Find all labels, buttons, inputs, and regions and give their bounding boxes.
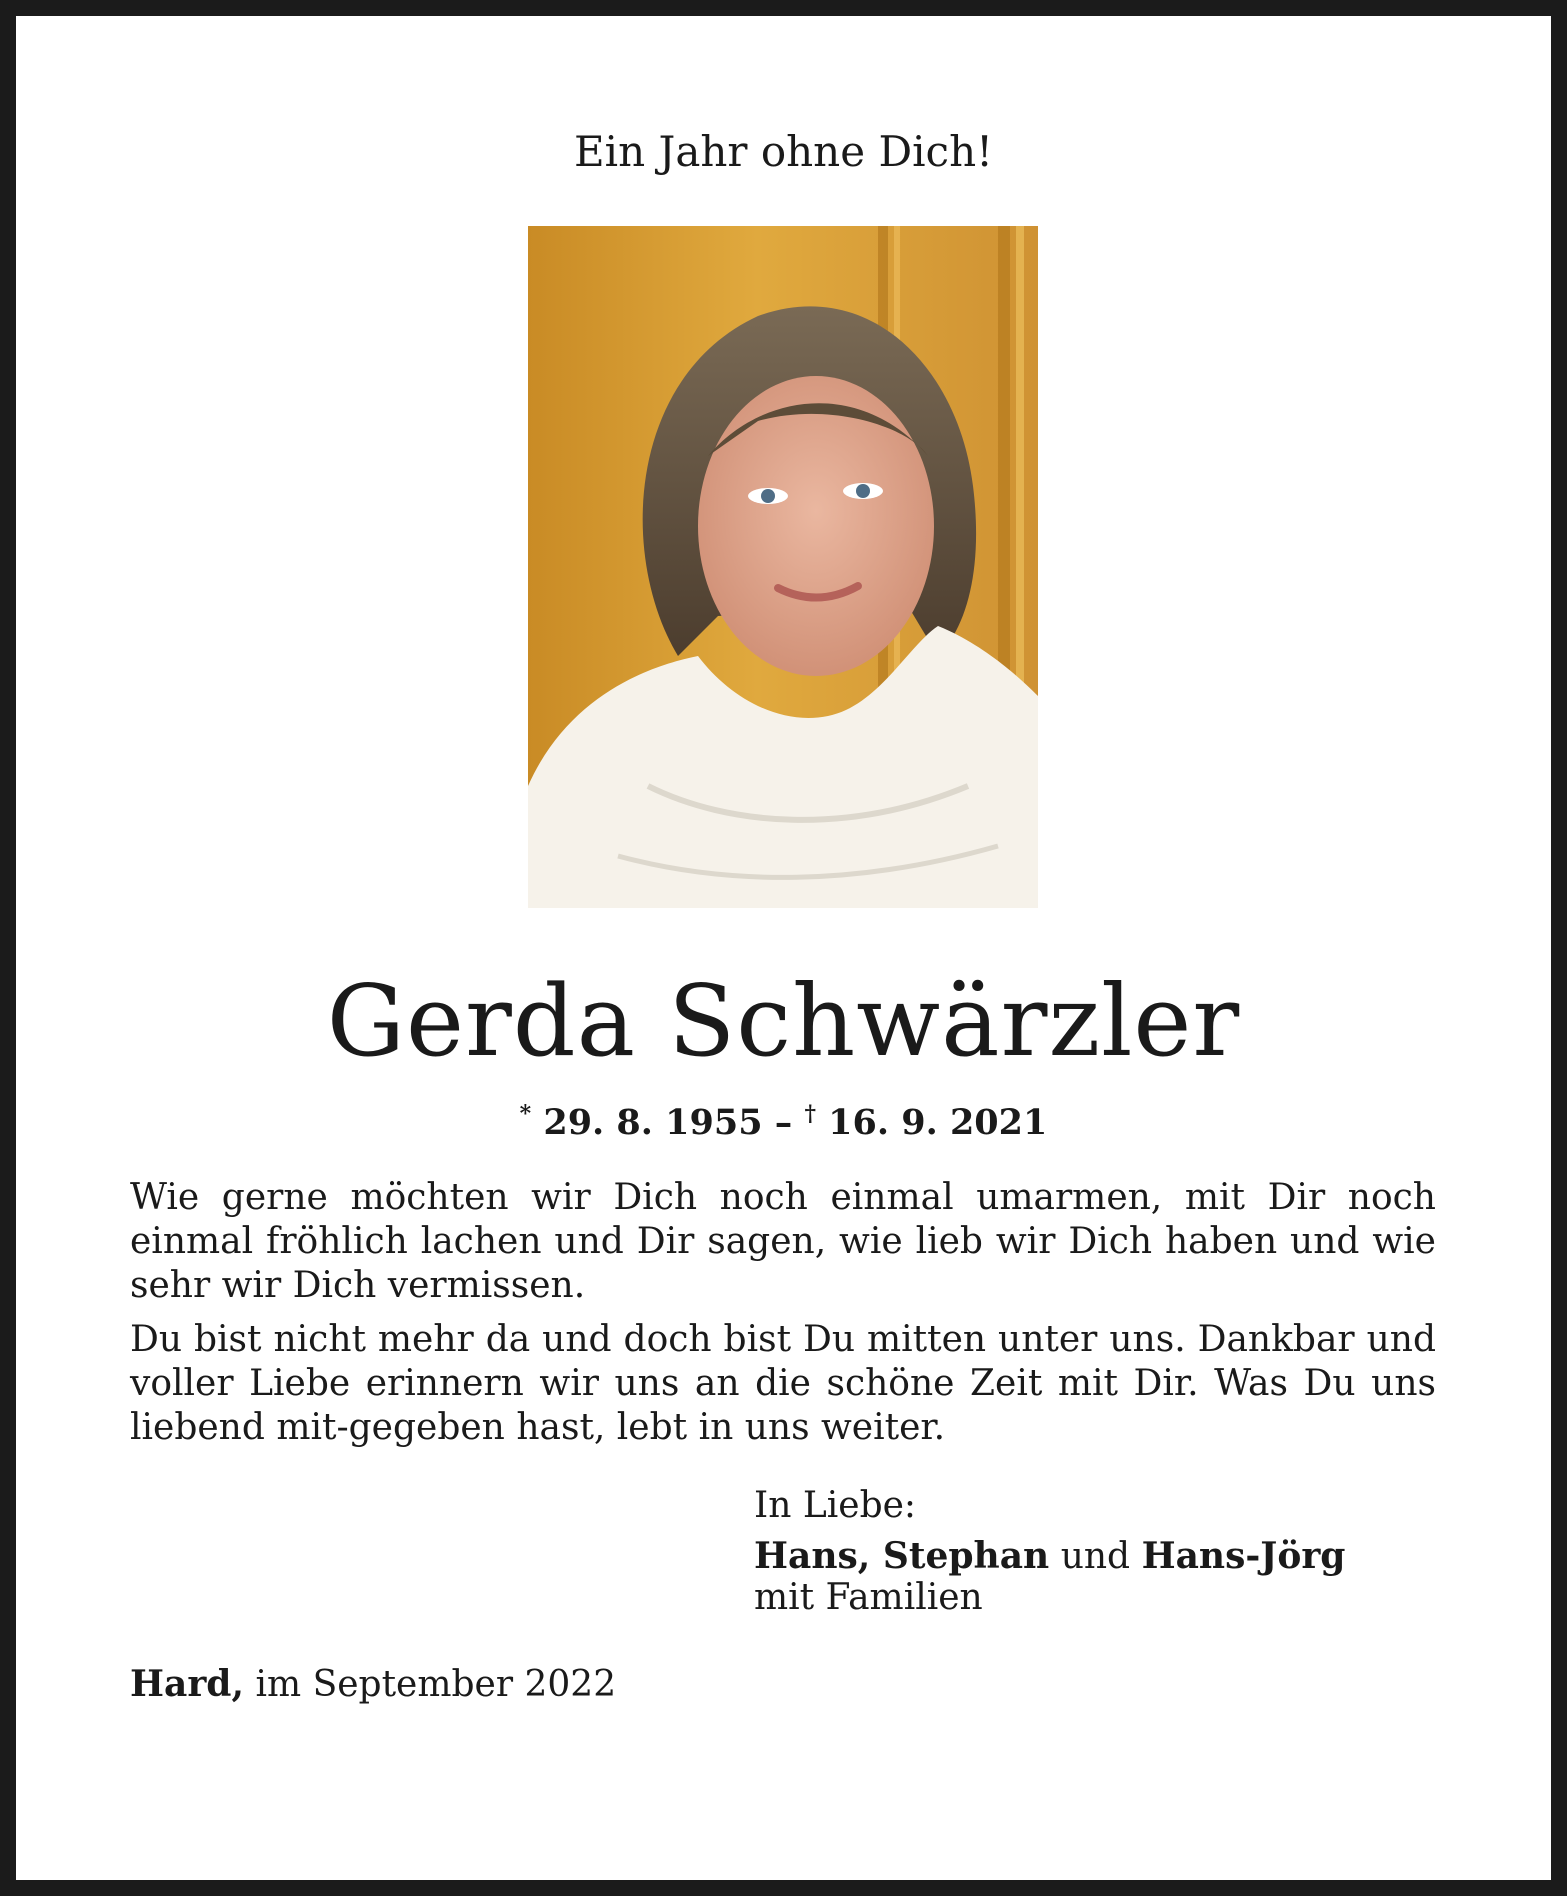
heading: Ein Jahr ohne Dich! <box>574 127 993 176</box>
signature-name-1: Hans, Stephan <box>754 1535 1050 1577</box>
place-date <box>130 1662 616 1707</box>
signature-name-2: Hans-Jörg <box>1141 1535 1346 1577</box>
place-town: Hard, <box>130 1663 245 1705</box>
date-separator: – <box>774 1102 793 1143</box>
memorial-paragraph-2: Du bist nicht mehr da und doch bist Du mitten unter uns. Dankbar und voller Liebe erinnern wir uns an die schöne Zeit mit Dir. Was Du uns liebend mit-gegeben hast, lebt in uns weiter. <box>130 1319 1436 1448</box>
signature-intro: In Liebe: <box>754 1485 917 1526</box>
signature-conjunction: und <box>1060 1536 1131 1577</box>
face-shape <box>698 376 934 676</box>
deceased-name: Gerda Schwärzler <box>326 965 1241 1079</box>
birth-symbol: * <box>519 1101 532 1127</box>
death-date: 16. 9. 2021 <box>828 1102 1048 1143</box>
signature-suffix: mit Familien <box>754 1577 983 1618</box>
signature-names <box>754 1534 1345 1579</box>
place-month: im September 2022 <box>255 1664 617 1705</box>
memorial-paragraph-1: Wie gerne möchten wir Dich noch einmal umarmen, mit Dir noch einmal fröhlich lachen und Dir sagen, wie lieb wir Dich haben und wie sehr wir Dich vermissen. <box>130 1177 1436 1306</box>
portrait-photo <box>528 226 1038 908</box>
life-dates <box>0 1090 1567 1147</box>
death-symbol: † <box>804 1101 816 1127</box>
birth-date: 29. 8. 1955 <box>543 1102 763 1143</box>
